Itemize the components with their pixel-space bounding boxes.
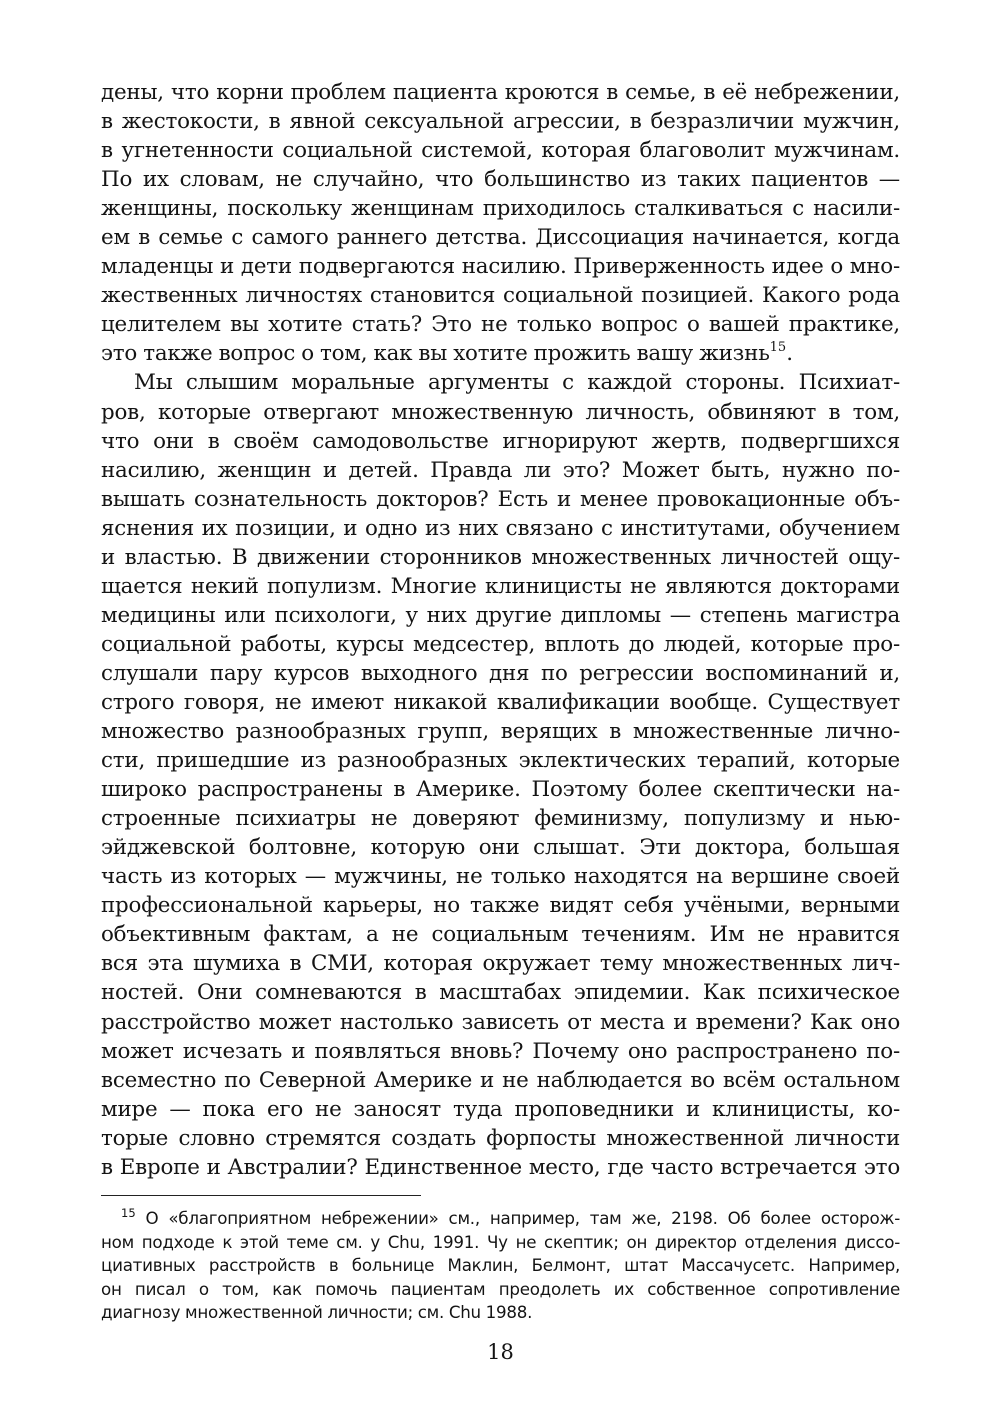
text-line: расстройство может настолько зависеть от места и времени? Как оно	[101, 1009, 900, 1035]
text-line: вышать сознательность докторов? Есть и менее провокационные объ-	[101, 486, 900, 512]
text-line: вся эта шумиха в СМИ, которая окружает тему множественных лич-	[101, 951, 900, 977]
footnote-line-content: О «благоприятном небрежении» см., например, там же, 2198. Об более осторож-	[135, 1208, 900, 1228]
text-line: ров, которые отвергают множественную личность, обвиняют в том,	[101, 399, 900, 425]
text-line: что они в своём самодовольстве игнорируют жертв, подвергшихся	[101, 428, 900, 454]
book-page	[101, 78, 900, 1424]
footnote-divider	[101, 1195, 421, 1196]
paragraph	[101, 78, 900, 368]
text-line: жественных личностях становится социальной позицией. Какого рода	[101, 283, 900, 309]
text-line: яснения их позиции, и одно из них связано с институтами, обучением	[101, 515, 900, 541]
footnote-line: диагнозу множественной личности; см. Chu 1988.	[101, 1302, 533, 1323]
footnote-line	[101, 1207, 900, 1231]
text-line	[101, 339, 900, 368]
sentence-end: .	[786, 341, 793, 367]
text-line: щается некий популизм. Многие клиницисты не являются докторами	[101, 573, 900, 599]
text-line: профессиональной карьеры, но также видят себя учёными, верными	[101, 893, 900, 919]
text-line: По их словам, не случайно, что большинство из таких пациентов —	[101, 167, 900, 193]
footnote-line: ном подходе к этой теме см. у Chu, 1991. Чу не скептик; он директор отделения диссо-	[101, 1231, 900, 1252]
text-line: всеместно по Северной Америке и не наблюдается во всём остальном	[101, 1067, 900, 1093]
text-line: социальной работы, курсы медсестер, вплоть до людей, которые про-	[101, 631, 900, 657]
text-line: сти, пришедшие из разнообразных эклектических терапий, которые	[101, 748, 900, 774]
text-line: в угнетенности социальной системой, которая благоволит мужчинам.	[101, 138, 900, 164]
text-line: младенцы и дети подвергаются насилию. Приверженность идее о мно-	[101, 254, 900, 280]
text-line: слушали пару курсов выходного дня по регрессии воспоминаний и,	[101, 660, 900, 686]
text-line: строго говоря, не имеют никакой квалификации вообще. Существует	[101, 689, 900, 715]
text-line: часть из которых — мужчины, не только находятся на вершине своей	[101, 864, 900, 890]
text-line: Мы слышим моральные аргументы с каждой стороны. Психиат-	[134, 370, 900, 396]
text-line: медицины или психологи, у них другие дипломы — степень магистра	[101, 602, 900, 628]
text-line: торые словно стремятся создать форпосты множественной личности	[101, 1125, 900, 1151]
text-line: мире — пока его не заносят туда проповедники и клиницисты, ко-	[101, 1096, 900, 1122]
text-line: широко распространены в Америке. Поэтому более скептически на-	[101, 777, 900, 803]
text-line: дены, что корни проблем пациента кроются в семье, в её небрежении,	[101, 80, 900, 105]
main-text	[101, 78, 900, 1182]
text-line: женщины, поскольку женщинам приходилось сталкиваться с насили-	[101, 196, 900, 222]
paragraph	[101, 368, 900, 1181]
text-line: и властью. В движении сторонников множественных личностей ощу-	[101, 544, 900, 570]
text-line: целителем вы хотите стать? Это не только вопрос о вашей практике,	[101, 312, 900, 338]
text-line: может исчезать и появляться вновь? Почему оно распространено по-	[101, 1038, 900, 1064]
footnote-line: он писал о том, как помочь пациентам преодолеть их собственное сопротивление	[101, 1278, 900, 1299]
page-number: 18	[487, 1340, 514, 1364]
text-line: объективным фактам, а не социальным течениям. Им не нравится	[101, 922, 900, 948]
text-line: эйджевской болтовне, которую они слышат. Эти доктора, большая	[101, 835, 900, 861]
footnote-marker: 15	[121, 1206, 136, 1220]
text-line: строенные психиатры не доверяют феминизму, популизму и нью-	[101, 806, 900, 832]
text-line: в Европе и Австралии? Единственное место, где часто встречается это	[101, 1154, 900, 1180]
text-line: ем в семье с самого раннего детства. Диссоциация начинается, когда	[101, 225, 900, 251]
footnote	[101, 1207, 900, 1325]
text-line-content: это также вопрос о том, как вы хотите прожить вашу жизнь	[101, 341, 770, 367]
text-line: ностей. Они сомневаются в масштабах эпидемии. Как психическое	[101, 980, 900, 1006]
text-line: в жестокости, в явной сексуальной агрессии, в безразличии мужчин,	[101, 109, 900, 135]
footnote-reference[interactable]: 15	[769, 340, 787, 356]
text-line: множество разнообразных групп, верящих в множественные лично-	[101, 719, 900, 745]
text-line: насилию, женщин и детей. Правда ли это? Может быть, нужно по-	[101, 457, 900, 483]
footnote-line: циативных расстройств в больнице Маклин, Белмонт, штат Массачусетс. Например,	[101, 1255, 900, 1276]
